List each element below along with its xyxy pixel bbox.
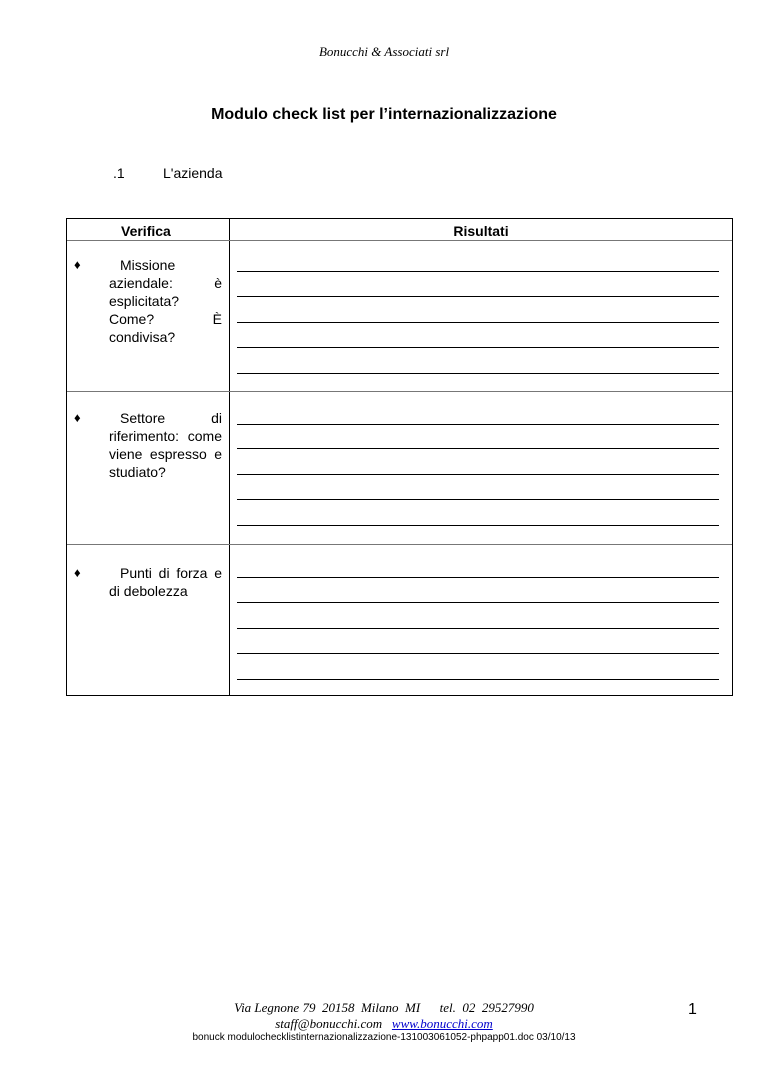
footer-file-info: bonuck modulochecklistinternazionalizzazione-131003061052-phpapp01.doc 03/10/13 bbox=[192, 1032, 576, 1043]
footer-contact bbox=[0, 1016, 768, 1032]
answer-line[interactable] bbox=[237, 271, 719, 272]
row-question-punti: Punti di forza e di debolezza bbox=[109, 565, 222, 599]
row-bullet: ♦ bbox=[74, 565, 81, 580]
document-title: Modulo check list per l’internazionalizzazione bbox=[211, 106, 557, 123]
header-company-name: Bonucchi & Associati srl bbox=[318, 44, 450, 59]
answer-line[interactable] bbox=[237, 448, 719, 449]
answer-line[interactable] bbox=[237, 296, 719, 297]
answer-line[interactable] bbox=[237, 628, 719, 629]
footer-website-link[interactable]: www.bonucchi.com bbox=[391, 1016, 493, 1031]
answer-line[interactable] bbox=[237, 577, 719, 578]
answer-line[interactable] bbox=[237, 373, 719, 374]
answer-line[interactable] bbox=[237, 679, 719, 680]
page-number: 1 bbox=[688, 1001, 697, 1018]
row-bullet: ♦ bbox=[74, 257, 81, 272]
answer-line[interactable] bbox=[237, 499, 719, 500]
column-divider bbox=[229, 219, 230, 695]
answer-line[interactable] bbox=[237, 347, 719, 348]
checklist-table bbox=[66, 218, 733, 696]
row-divider bbox=[67, 544, 732, 545]
column-header-risultati: Risultati bbox=[453, 223, 509, 239]
answer-line[interactable] bbox=[237, 525, 719, 526]
answer-line[interactable] bbox=[237, 653, 719, 654]
footer-email: staff@bonucchi.com bbox=[275, 1016, 383, 1031]
row-bullet: ♦ bbox=[74, 410, 81, 425]
row-question-settore: Settore di riferimento: come viene espresso e studiato? bbox=[109, 410, 222, 480]
column-header-verifica: Verifica bbox=[121, 223, 171, 239]
answer-line[interactable] bbox=[237, 322, 719, 323]
row-divider bbox=[67, 391, 732, 392]
section-title: L'azienda bbox=[163, 165, 223, 181]
answer-line[interactable] bbox=[237, 602, 719, 603]
header-row-divider bbox=[67, 240, 732, 241]
row-question-missione: Missione aziendale: è esplicitata? Come? È condivisa? bbox=[109, 257, 222, 345]
answer-line[interactable] bbox=[237, 474, 719, 475]
answer-line[interactable] bbox=[237, 424, 719, 425]
section-number: .1 bbox=[113, 165, 125, 181]
footer-address: Via Legnone 79 20158 Milano MI tel. 02 29527990 bbox=[234, 1000, 534, 1015]
